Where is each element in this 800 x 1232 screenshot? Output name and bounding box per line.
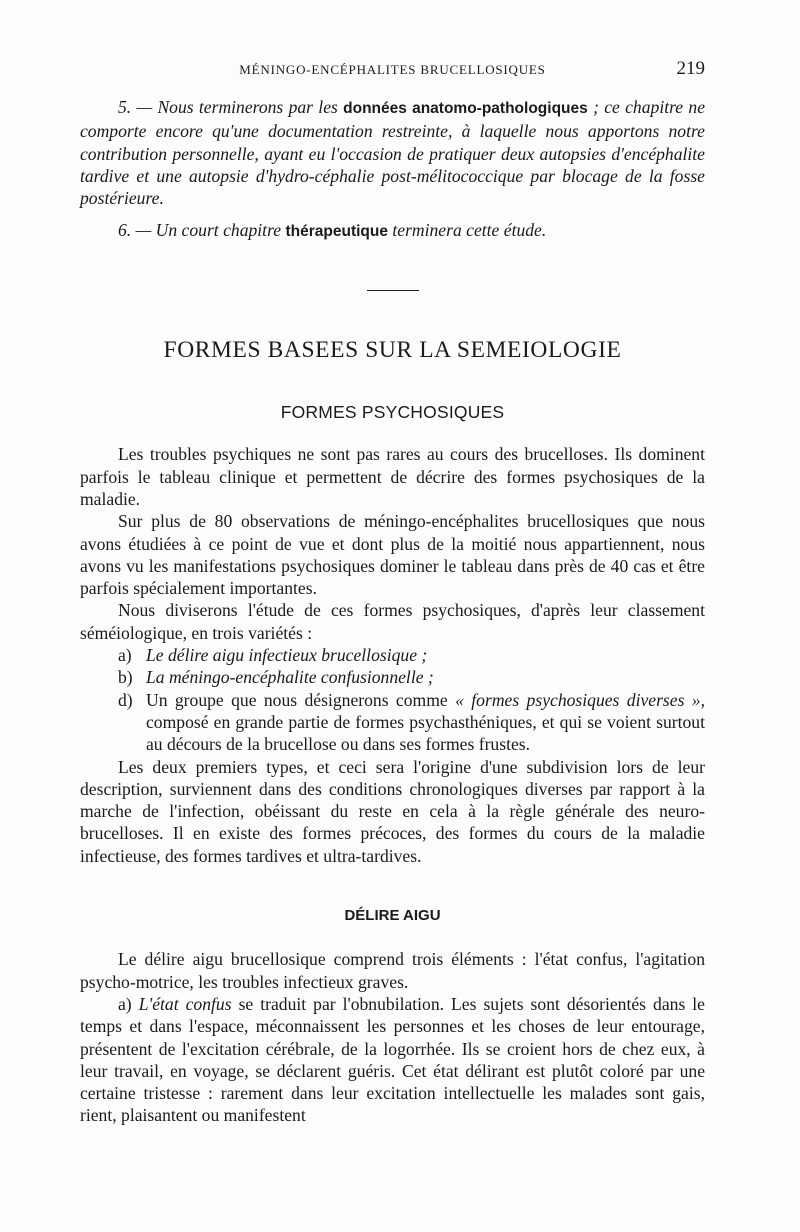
etat-confus-marker: a) — [118, 993, 132, 1014]
page-header — [80, 58, 705, 82]
paragraph-6-text-a: Un court chapitre — [155, 220, 282, 241]
section-subtitle: FORMES PSYCHOSIQUES — [280, 402, 505, 423]
paragraph-5-bold: données anatomo-pathologiques — [343, 100, 588, 117]
paragraph-division: Nous diviserons l'étude de ces formes psychosiques, d'après leur classement séméiologique, en trois variétés : — [80, 600, 705, 643]
list-item-b — [80, 666, 705, 688]
page-number: 219 — [676, 58, 705, 79]
paragraph-6-number: 6. — — [118, 220, 152, 241]
delire-heading: DÉLIRE AIGU — [344, 907, 441, 925]
list-marker-b: b) — [118, 667, 133, 688]
list-marker-a: a) — [118, 645, 132, 666]
list-item-d — [80, 689, 705, 756]
paragraph-5-text-a: Nous terminerons par les — [157, 97, 338, 117]
list-text-b: La méningo-encéphalite confusionnelle ; — [146, 667, 434, 688]
list-item-a — [80, 644, 705, 666]
paragraph-delire-elements: Le délire aigu brucellosique comprend trois éléments : l'état confus, l'agitation psycho-motrice, les troubles infectieux graves. — [80, 949, 705, 992]
list-text-d-b: composé en grande partie de formes psychasthéniques, et qui se voient surtout au décours de la brucellose ou dans ses formes frustes. — [146, 711, 705, 755]
paragraph-5-text-b: ; ce chapitre ne comporte encore qu'une documentation restreinte, à laquelle nous apportons notre contribution personnelle, ayant eu l'occasion de pratiquer deux autopsies d'encéphalite tardive et une autopsie d'hydro-céphalie post-mélitococcique par blocage de la fosse postérieure. — [80, 97, 705, 209]
paragraph-6-text-b: terminera cette étude. — [392, 220, 547, 241]
list-marker-d: d) — [118, 689, 133, 710]
running-title: MÉNINGO-ENCÉPHALITES BRUCELLOSIQUES — [239, 62, 546, 77]
paragraph-5 — [80, 96, 705, 209]
body-text — [80, 96, 705, 1127]
etat-confus-term: L'état confus — [138, 993, 232, 1014]
paragraph-chronology: Les deux premiers types, et ceci sera l'origine d'une subdivision lors de leur description, surviennent dans des conditions chronologiques diverses par rapport à la marche de l'infection, obéissant du reste en cela à la règle générale des neuro-brucelloses. Il en existe des formes précoces, des formes du cours de la maladie infectieuse, des formes tardives et ultra-tardives. — [80, 756, 705, 866]
list-text-a: Le délire aigu infectieux brucellosique ; — [146, 645, 428, 666]
paragraph-6-bold: thérapeutique — [285, 223, 388, 241]
paragraph-observations: Sur plus de 80 observations de méningo-encéphalites brucellosiques que nous avons étudiées à ce point de vue et dont plus de la moitié nous appartiennent, nous avons vu les manifestations psychosiques dominer le tableau dans près de 40 cas et être parfois spécialement importantes. — [80, 511, 705, 599]
list-text-d-a: Un groupe que nous désignerons comme — [146, 689, 448, 710]
paragraph-6 — [80, 219, 705, 243]
paragraph-etat-confus — [80, 993, 705, 1127]
list-content-d — [146, 689, 705, 756]
section-title: FORMES BASEES SUR LA SEMEIOLOGIE — [163, 336, 622, 363]
paragraph-5-number: 5. — — [118, 97, 153, 117]
paragraph-psychic-troubles: Les troubles psychiques ne sont pas rares au cours des brucelloses. Ils dominent parfois le tableau clinique et permettent de décrire des formes psychosiques de la maladie. — [80, 444, 705, 509]
etat-confus-text: se traduit par l'obnubilation. Les sujets sont désorientés dans le temps et dans l'espace, méconnaissent les personnes et les choses de leur entourage, présentent de l'excitation cérébrale, de la logorrhée. Ils se croient hors de chez eux, à leur travail, en voyage, se déclarent guéris. Cet état délirant est plutôt coloré par une certaine tristesse : rarement dans leur excitation intellectuelle les malades sont gais, rient, plaisantent ou manifestent — [80, 993, 705, 1126]
list-text-d-italic: « formes psychosiques diverses », — [455, 689, 705, 710]
section-divider — [367, 290, 419, 291]
